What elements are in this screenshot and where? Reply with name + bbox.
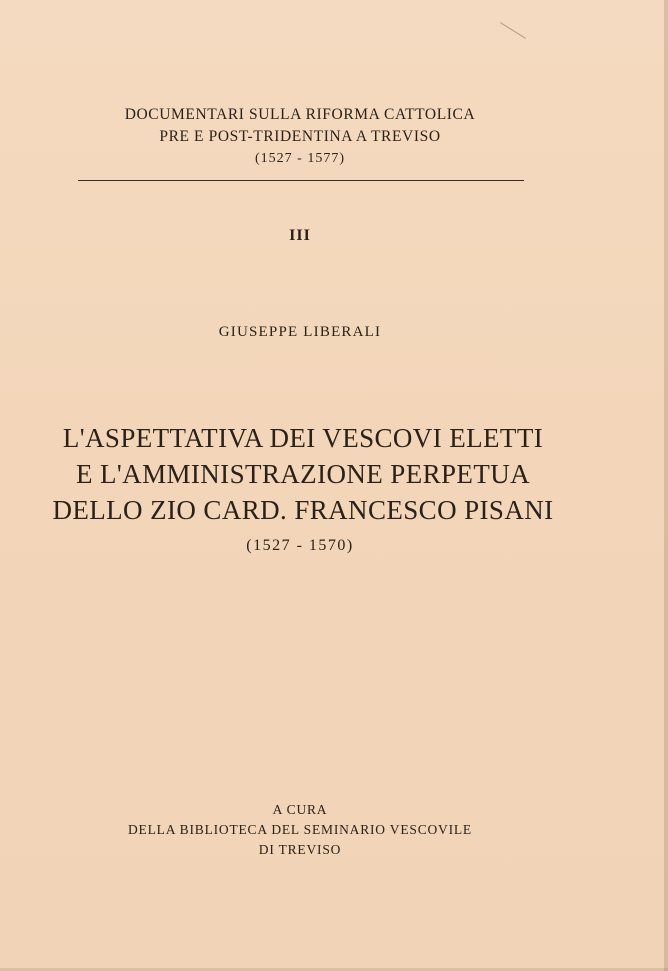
- publisher-line-2: DELLA BIBLIOTECA DEL SEMINARIO VESCOVILE: [128, 822, 472, 837]
- book-title: [0, 420, 606, 528]
- title-years: (1527 - 1570): [246, 537, 354, 554]
- series-years: (1527 - 1577): [255, 151, 345, 166]
- publisher-line-1: A CURA: [272, 802, 328, 817]
- author-name: GIUSEPPE LIBERALI: [218, 324, 382, 340]
- publisher-block: [0, 800, 600, 860]
- series-title-line-2: PRE E POST-TRIDENTINA A TREVISO: [159, 128, 441, 145]
- paper-crease: [500, 22, 526, 39]
- publisher-line-3: DI TREVISO: [258, 842, 342, 857]
- horizontal-rule: [78, 180, 524, 181]
- book-title-line-1: L'ASPETTATIVA DEI VESCOVI ELETTI: [62, 423, 544, 453]
- series-title-line-1: DOCUMENTARI SULLA RIFORMA CATTOLICA: [124, 106, 476, 123]
- series-title: [0, 104, 600, 170]
- book-title-line-2: E L'AMMINISTRAZIONE PERPETUA: [75, 459, 531, 489]
- volume-number: III: [289, 227, 311, 244]
- book-title-line-3: DELLO ZIO CARD. FRANCESCO PISANI: [52, 495, 554, 525]
